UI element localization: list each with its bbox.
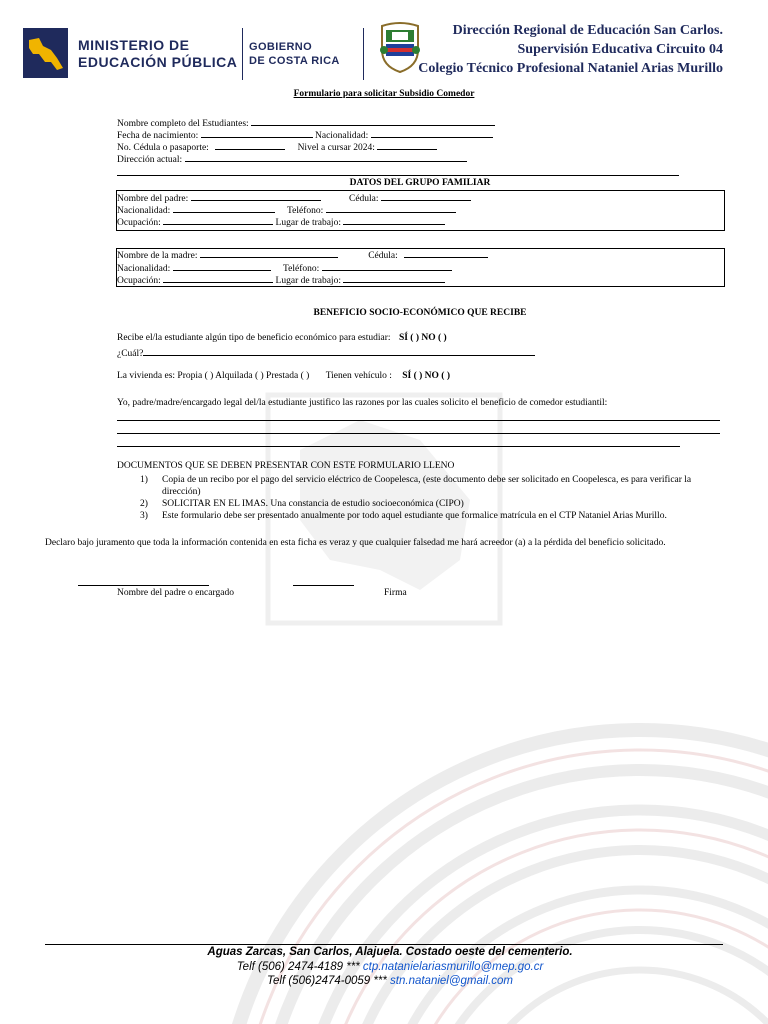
mother-phone-field[interactable] <box>322 261 452 271</box>
ministry-name <box>78 37 237 71</box>
gov-line2: DE COSTA RICA <box>249 55 340 67</box>
father-occupation-label: Ocupación: <box>117 218 161 228</box>
which-row <box>117 346 535 359</box>
mother-name-label: Nombre de la madre: <box>117 251 198 261</box>
address-field[interactable] <box>185 152 467 162</box>
footer-phone-2: Telf (506)2474-0059 *** <box>267 975 387 987</box>
documents-title: DOCUMENTOS QUE SE DEBEN PRESENTAR CON ESTE FORMULARIO LLENO <box>117 461 455 471</box>
documents-list <box>140 474 725 522</box>
family-title: DATOS DEL GRUPO FAMILIAR <box>349 178 491 188</box>
mother-cedula-field[interactable] <box>404 248 488 258</box>
school-crest <box>376 20 424 74</box>
father-phone-label: Teléfono: <box>287 206 324 216</box>
vehicle-options[interactable]: SÍ ( ) NO ( ) <box>402 371 450 381</box>
father-workplace-label: Lugar de trabajo: <box>275 218 341 228</box>
document-num: 3) <box>140 511 148 521</box>
justification-line-3[interactable] <box>117 446 680 447</box>
justification-line-2[interactable] <box>117 433 720 434</box>
document-item <box>140 498 725 510</box>
which-field[interactable] <box>143 346 535 356</box>
footer <box>0 945 768 989</box>
school-heading <box>418 21 723 78</box>
justification-row <box>117 398 607 408</box>
crest-icon <box>376 20 424 74</box>
benefit-question: Recibe el/la estudiante algún tipo de beneficio económico para estudiar: <box>117 333 391 343</box>
mep-logo <box>23 28 68 78</box>
document-item <box>140 510 725 522</box>
benefit-row <box>117 333 447 343</box>
mother-cedula-label: Cédula: <box>368 251 398 261</box>
sign-name-label: Nombre del padre o encargado <box>117 588 234 598</box>
mother-workplace-field[interactable] <box>343 273 445 283</box>
benefit-title: BENEFICIO SOCIO-ECONÓMICO QUE RECIBE <box>313 308 527 318</box>
id-label: No. Cédula o pasaporte: <box>117 143 209 153</box>
sign-name-line[interactable] <box>78 585 209 586</box>
birth-date-label: Fecha de nacimiento: <box>117 131 199 141</box>
header-divider <box>242 28 243 80</box>
address-label: Dirección actual: <box>117 155 183 165</box>
id-field[interactable] <box>215 140 285 150</box>
student-name-field[interactable] <box>251 116 495 126</box>
housing-options[interactable]: La vivienda es: Propia ( ) Alquilada ( ) Prestada ( ) <box>117 371 310 381</box>
which-label: ¿Cuál? <box>117 349 144 359</box>
student-name-label: Nombre completo del Estudiantes: <box>117 119 249 129</box>
father-cedula-field[interactable] <box>381 191 471 201</box>
mother-name-field[interactable] <box>200 248 338 258</box>
ministry-line1: MINISTERIO DE <box>78 37 190 53</box>
footer-email-2[interactable]: stn.nataniel@gmail.com <box>390 975 513 987</box>
father-name-field[interactable] <box>191 191 321 201</box>
mother-occupation-label: Ocupación: <box>117 276 161 286</box>
mother-nationality-field[interactable] <box>173 261 271 271</box>
mother-workplace-label: Lugar de trabajo: <box>275 276 341 286</box>
father-nationality-field[interactable] <box>173 203 275 213</box>
nationality-label: Nacionalidad: <box>315 131 369 141</box>
school-title: Colegio Técnico Profesional Nataniel Arias Murillo <box>418 61 723 76</box>
gov-line1: GOBIERNO <box>249 41 313 53</box>
father-occupation-field[interactable] <box>163 215 273 225</box>
footer-address: Aguas Zarcas, San Carlos, Alajuela. Costado oeste del cementerio. <box>207 946 573 958</box>
region-title: Dirección Regional de Educación San Carlos. <box>452 23 723 38</box>
level-field[interactable] <box>377 140 437 150</box>
justification-line-1[interactable] <box>117 420 720 421</box>
document-text: Copia de un recibo por el pago del servicio eléctrico de Coopelesca, (este documento debe ser solicitado en Coopelesca, es para verificar la dirección) <box>162 475 692 497</box>
declaration: Declaro bajo juramento que toda la información contenida en esta ficha es veraz y que cualquier falsedad me hará acreedor (a) a la pérdida del beneficio solicitado. <box>45 538 666 548</box>
sign-label: Firma <box>384 588 407 598</box>
costa-rica-map-icon <box>23 28 68 78</box>
sign-line[interactable] <box>293 585 354 586</box>
housing-row <box>117 371 450 381</box>
form-title: Formulario para solicitar Subsidio Comedor <box>293 89 475 99</box>
footer-contact-2 <box>0 974 768 989</box>
father-occ-row <box>117 215 445 228</box>
footer-phone-1: Telf (506) 2474-4189 *** <box>236 960 360 973</box>
footer-contact-1 <box>0 960 768 975</box>
mother-nationality-label: Nacionalidad: <box>117 264 171 274</box>
address-row <box>117 152 467 165</box>
mother-phone-label: Teléfono: <box>283 264 320 274</box>
header-divider-2 <box>363 28 364 80</box>
father-nationality-label: Nacionalidad: <box>117 206 171 216</box>
document-text: SOLICITAR EN EL IMAS. Una constancia de estudio socioeconómica (CIPO) <box>162 499 464 509</box>
vehicle-label: Tienen vehículo : <box>325 371 392 381</box>
benefit-options[interactable]: SÍ ( ) NO ( ) <box>398 333 447 343</box>
father-name-label: Nombre del padre: <box>117 194 189 204</box>
footer-email-1[interactable]: ctp.natanielariasmurillo@mep.go.cr <box>362 960 544 973</box>
document-item <box>140 474 725 498</box>
government-name <box>249 40 340 68</box>
supervision-title: Supervisión Educativa Circuito 04 <box>517 42 723 57</box>
document-num: 2) <box>140 499 148 509</box>
ministry-line2: EDUCACIÓN PÚBLICA <box>78 54 238 70</box>
address-extra-line[interactable] <box>117 175 679 176</box>
mother-occupation-field[interactable] <box>163 273 273 283</box>
mother-name-row <box>117 248 488 261</box>
birth-date-field[interactable] <box>201 128 313 138</box>
mother-occ-row <box>117 273 445 286</box>
justification-text: Yo, padre/madre/encargado legal del/la estudiante justifico las razones por las cuales solicito el beneficio de comedor estudiantil: <box>117 398 608 408</box>
father-cedula-label: Cédula: <box>348 194 379 204</box>
level-label: Nivel a cursar 2024: <box>297 143 375 153</box>
document-text: Este formulario debe ser presentado anualmente por todo aquel estudiante que formalice matrícula en el CTP Nataniel Arias Murillo. <box>162 511 667 521</box>
father-phone-field[interactable] <box>326 203 456 213</box>
father-workplace-field[interactable] <box>343 215 445 225</box>
nationality-field[interactable] <box>371 128 493 138</box>
document-num: 1) <box>140 475 148 485</box>
